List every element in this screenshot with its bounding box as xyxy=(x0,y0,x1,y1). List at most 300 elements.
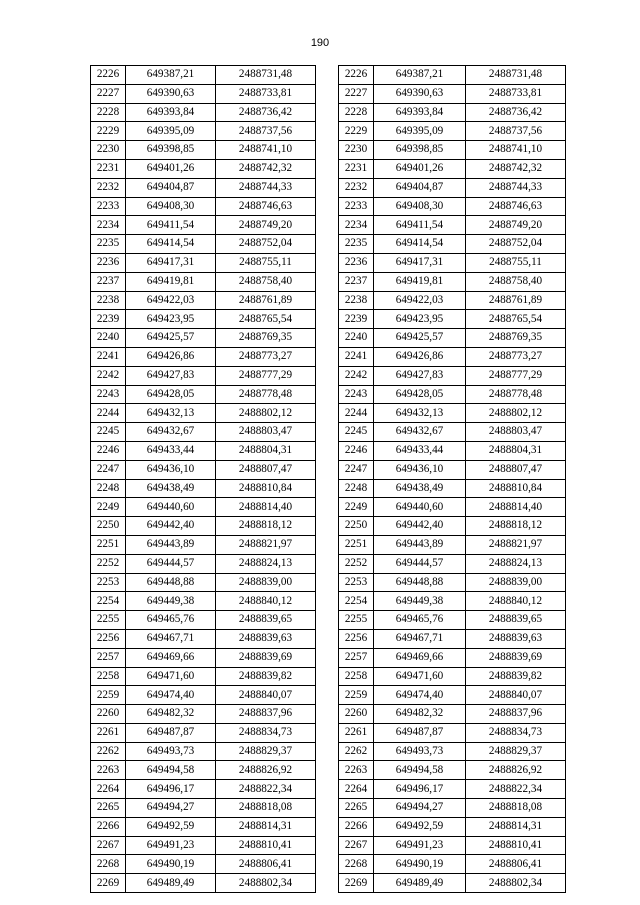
point-number-cell: 2238 xyxy=(91,291,126,310)
point-number-cell: 2239 xyxy=(339,310,374,329)
x-coordinate-cell: 649426,86 xyxy=(374,347,466,366)
table-row xyxy=(91,686,316,705)
table-row xyxy=(91,629,316,648)
table-row xyxy=(91,799,316,818)
point-number-cell: 2241 xyxy=(339,347,374,366)
table-row xyxy=(91,441,316,460)
y-coordinate-cell: 2488839,82 xyxy=(216,667,316,686)
table-row xyxy=(91,66,316,85)
point-number-cell: 2234 xyxy=(339,216,374,235)
x-coordinate-cell: 649425,57 xyxy=(374,329,466,348)
y-coordinate-cell: 2488749,20 xyxy=(216,216,316,235)
point-number-cell: 2247 xyxy=(339,460,374,479)
y-coordinate-cell: 2488810,84 xyxy=(216,479,316,498)
table-row xyxy=(91,347,316,366)
point-number-cell: 2260 xyxy=(339,705,374,724)
y-coordinate-cell: 2488769,35 xyxy=(466,329,566,348)
table-row xyxy=(339,742,566,761)
point-number-cell: 2229 xyxy=(91,122,126,141)
table-row xyxy=(339,84,566,103)
y-coordinate-cell: 2488758,40 xyxy=(216,272,316,291)
table-row xyxy=(339,799,566,818)
table-row xyxy=(339,103,566,122)
point-number-cell: 2232 xyxy=(91,178,126,197)
y-coordinate-cell: 2488749,20 xyxy=(466,216,566,235)
point-number-cell: 2264 xyxy=(339,780,374,799)
y-coordinate-cell: 2488731,48 xyxy=(466,66,566,85)
table-row xyxy=(91,141,316,160)
table-row xyxy=(91,836,316,855)
y-coordinate-cell: 2488736,42 xyxy=(216,103,316,122)
x-coordinate-cell: 649393,84 xyxy=(374,103,466,122)
point-number-cell: 2255 xyxy=(91,611,126,630)
table-row xyxy=(91,122,316,141)
point-number-cell: 2237 xyxy=(91,272,126,291)
table-row xyxy=(91,197,316,216)
y-coordinate-cell: 2488837,96 xyxy=(216,705,316,724)
x-coordinate-cell: 649438,49 xyxy=(374,479,466,498)
point-number-cell: 2255 xyxy=(339,611,374,630)
y-coordinate-cell: 2488742,32 xyxy=(216,159,316,178)
y-coordinate-cell: 2488804,31 xyxy=(216,441,316,460)
table-row xyxy=(91,723,316,742)
y-coordinate-cell: 2488736,42 xyxy=(466,103,566,122)
y-coordinate-cell: 2488773,27 xyxy=(466,347,566,366)
table-row xyxy=(339,159,566,178)
table-row xyxy=(91,366,316,385)
table-row xyxy=(339,705,566,724)
y-coordinate-cell: 2488807,47 xyxy=(216,460,316,479)
table-row xyxy=(339,517,566,536)
point-number-cell: 2267 xyxy=(339,836,374,855)
point-number-cell: 2230 xyxy=(339,141,374,160)
x-coordinate-cell: 649436,10 xyxy=(374,460,466,479)
point-number-cell: 2261 xyxy=(91,723,126,742)
table-row xyxy=(91,874,316,893)
table-row xyxy=(339,310,566,329)
point-number-cell: 2254 xyxy=(91,592,126,611)
table-row xyxy=(91,272,316,291)
point-number-cell: 2263 xyxy=(91,761,126,780)
point-number-cell: 2236 xyxy=(91,253,126,272)
y-coordinate-cell: 2488746,63 xyxy=(466,197,566,216)
y-coordinate-cell: 2488742,32 xyxy=(466,159,566,178)
y-coordinate-cell: 2488752,04 xyxy=(466,235,566,254)
point-number-cell: 2252 xyxy=(91,554,126,573)
y-coordinate-cell: 2488829,37 xyxy=(216,742,316,761)
x-coordinate-cell: 649387,21 xyxy=(126,66,216,85)
y-coordinate-cell: 2488839,65 xyxy=(466,611,566,630)
table-row xyxy=(339,329,566,348)
point-number-cell: 2234 xyxy=(91,216,126,235)
x-coordinate-cell: 649490,19 xyxy=(374,855,466,874)
table-row xyxy=(339,817,566,836)
table-row xyxy=(91,103,316,122)
table-row xyxy=(339,723,566,742)
point-number-cell: 2268 xyxy=(91,855,126,874)
x-coordinate-cell: 649395,09 xyxy=(374,122,466,141)
y-coordinate-cell: 2488822,34 xyxy=(466,780,566,799)
x-coordinate-cell: 649411,54 xyxy=(126,216,216,235)
x-coordinate-cell: 649492,59 xyxy=(374,817,466,836)
y-coordinate-cell: 2488777,29 xyxy=(216,366,316,385)
x-coordinate-cell: 649493,73 xyxy=(126,742,216,761)
point-number-cell: 2235 xyxy=(91,235,126,254)
table-row xyxy=(339,441,566,460)
y-coordinate-cell: 2488802,34 xyxy=(466,874,566,893)
point-number-cell: 2249 xyxy=(339,498,374,517)
point-number-cell: 2247 xyxy=(91,460,126,479)
table-row xyxy=(339,253,566,272)
table-row xyxy=(339,423,566,442)
x-coordinate-cell: 649419,81 xyxy=(374,272,466,291)
x-coordinate-cell: 649442,40 xyxy=(374,517,466,536)
y-coordinate-cell: 2488840,12 xyxy=(216,592,316,611)
point-number-cell: 2233 xyxy=(91,197,126,216)
point-number-cell: 2226 xyxy=(339,66,374,85)
y-coordinate-cell: 2488746,63 xyxy=(216,197,316,216)
table-row xyxy=(339,629,566,648)
point-number-cell: 2253 xyxy=(91,573,126,592)
point-number-cell: 2227 xyxy=(339,84,374,103)
table-row xyxy=(339,479,566,498)
point-number-cell: 2228 xyxy=(91,103,126,122)
point-number-cell: 2240 xyxy=(339,329,374,348)
x-coordinate-cell: 649398,85 xyxy=(126,141,216,160)
x-coordinate-cell: 649422,03 xyxy=(374,291,466,310)
point-number-cell: 2262 xyxy=(339,742,374,761)
x-coordinate-cell: 649471,60 xyxy=(126,667,216,686)
x-coordinate-cell: 649404,87 xyxy=(126,178,216,197)
table-row xyxy=(91,404,316,423)
x-coordinate-cell: 649433,44 xyxy=(374,441,466,460)
x-coordinate-cell: 649432,13 xyxy=(374,404,466,423)
y-coordinate-cell: 2488824,13 xyxy=(216,554,316,573)
x-coordinate-cell: 649395,09 xyxy=(126,122,216,141)
point-number-cell: 2263 xyxy=(339,761,374,780)
point-number-cell: 2244 xyxy=(339,404,374,423)
x-coordinate-cell: 649390,63 xyxy=(374,84,466,103)
x-coordinate-cell: 649490,19 xyxy=(126,855,216,874)
table-row xyxy=(339,404,566,423)
y-coordinate-cell: 2488840,07 xyxy=(466,686,566,705)
y-coordinate-cell: 2488821,97 xyxy=(216,535,316,554)
x-coordinate-cell: 649474,40 xyxy=(374,686,466,705)
table-row xyxy=(339,648,566,667)
table-row xyxy=(91,761,316,780)
x-coordinate-cell: 649465,76 xyxy=(126,611,216,630)
x-coordinate-cell: 649474,40 xyxy=(126,686,216,705)
y-coordinate-cell: 2488765,54 xyxy=(466,310,566,329)
table-row xyxy=(91,855,316,874)
y-coordinate-cell: 2488824,13 xyxy=(466,554,566,573)
point-number-cell: 2233 xyxy=(339,197,374,216)
table-row xyxy=(339,554,566,573)
table-row xyxy=(339,178,566,197)
table-row xyxy=(339,235,566,254)
page-number: 190 xyxy=(310,37,330,49)
point-number-cell: 2251 xyxy=(339,535,374,554)
y-coordinate-cell: 2488765,54 xyxy=(216,310,316,329)
x-coordinate-cell: 649440,60 xyxy=(374,498,466,517)
point-number-cell: 2266 xyxy=(91,817,126,836)
table-row xyxy=(91,498,316,517)
x-coordinate-cell: 649390,63 xyxy=(126,84,216,103)
y-coordinate-cell: 2488839,00 xyxy=(466,573,566,592)
y-coordinate-cell: 2488818,08 xyxy=(466,799,566,818)
y-coordinate-cell: 2488834,73 xyxy=(216,723,316,742)
table-row xyxy=(339,535,566,554)
table-row xyxy=(91,817,316,836)
table-row xyxy=(339,460,566,479)
point-number-cell: 2260 xyxy=(91,705,126,724)
y-coordinate-cell: 2488761,89 xyxy=(466,291,566,310)
y-coordinate-cell: 2488810,84 xyxy=(466,479,566,498)
x-coordinate-cell: 649393,84 xyxy=(126,103,216,122)
x-coordinate-cell: 649401,26 xyxy=(126,159,216,178)
y-coordinate-cell: 2488840,07 xyxy=(216,686,316,705)
x-coordinate-cell: 649414,54 xyxy=(374,235,466,254)
y-coordinate-cell: 2488839,82 xyxy=(466,667,566,686)
table-row xyxy=(91,554,316,573)
x-coordinate-cell: 649426,86 xyxy=(126,347,216,366)
point-number-cell: 2245 xyxy=(91,423,126,442)
coordinates-table-right xyxy=(338,65,566,893)
x-coordinate-cell: 649428,05 xyxy=(126,385,216,404)
point-number-cell: 2256 xyxy=(91,629,126,648)
y-coordinate-cell: 2488737,56 xyxy=(216,122,316,141)
x-coordinate-cell: 649442,40 xyxy=(126,517,216,536)
y-coordinate-cell: 2488821,97 xyxy=(466,535,566,554)
x-coordinate-cell: 649401,26 xyxy=(374,159,466,178)
table-row xyxy=(339,141,566,160)
x-coordinate-cell: 649425,57 xyxy=(126,329,216,348)
x-coordinate-cell: 649489,49 xyxy=(374,874,466,893)
x-coordinate-cell: 649404,87 xyxy=(374,178,466,197)
x-coordinate-cell: 649489,49 xyxy=(126,874,216,893)
point-number-cell: 2231 xyxy=(339,159,374,178)
x-coordinate-cell: 649493,73 xyxy=(374,742,466,761)
table-row xyxy=(91,385,316,404)
point-number-cell: 2269 xyxy=(91,874,126,893)
point-number-cell: 2248 xyxy=(91,479,126,498)
point-number-cell: 2245 xyxy=(339,423,374,442)
table-row xyxy=(91,84,316,103)
y-coordinate-cell: 2488803,47 xyxy=(216,423,316,442)
x-coordinate-cell: 649492,59 xyxy=(126,817,216,836)
table-row xyxy=(91,667,316,686)
x-coordinate-cell: 649491,23 xyxy=(374,836,466,855)
x-coordinate-cell: 649491,23 xyxy=(126,836,216,855)
x-coordinate-cell: 649482,32 xyxy=(374,705,466,724)
point-number-cell: 2253 xyxy=(339,573,374,592)
point-number-cell: 2249 xyxy=(91,498,126,517)
table-row xyxy=(339,498,566,517)
point-number-cell: 2226 xyxy=(91,66,126,85)
y-coordinate-cell: 2488761,89 xyxy=(216,291,316,310)
point-number-cell: 2240 xyxy=(91,329,126,348)
x-coordinate-cell: 649467,71 xyxy=(126,629,216,648)
point-number-cell: 2250 xyxy=(91,517,126,536)
x-coordinate-cell: 649487,87 xyxy=(374,723,466,742)
x-coordinate-cell: 649423,95 xyxy=(126,310,216,329)
point-number-cell: 2269 xyxy=(339,874,374,893)
table-row xyxy=(339,686,566,705)
x-coordinate-cell: 649417,31 xyxy=(126,253,216,272)
x-coordinate-cell: 649398,85 xyxy=(374,141,466,160)
y-coordinate-cell: 2488814,40 xyxy=(216,498,316,517)
y-coordinate-cell: 2488804,31 xyxy=(466,441,566,460)
point-number-cell: 2231 xyxy=(91,159,126,178)
table-row xyxy=(339,836,566,855)
y-coordinate-cell: 2488773,27 xyxy=(216,347,316,366)
table-row xyxy=(91,479,316,498)
x-coordinate-cell: 649432,67 xyxy=(126,423,216,442)
point-number-cell: 2229 xyxy=(339,122,374,141)
x-coordinate-cell: 649494,27 xyxy=(374,799,466,818)
x-coordinate-cell: 649440,60 xyxy=(126,498,216,517)
point-number-cell: 2265 xyxy=(339,799,374,818)
table-row xyxy=(339,761,566,780)
y-coordinate-cell: 2488806,41 xyxy=(216,855,316,874)
y-coordinate-cell: 2488829,37 xyxy=(466,742,566,761)
y-coordinate-cell: 2488733,81 xyxy=(466,84,566,103)
x-coordinate-cell: 649465,76 xyxy=(374,611,466,630)
y-coordinate-cell: 2488803,47 xyxy=(466,423,566,442)
x-coordinate-cell: 649496,17 xyxy=(126,780,216,799)
x-coordinate-cell: 649487,87 xyxy=(126,723,216,742)
table-row xyxy=(91,742,316,761)
x-coordinate-cell: 649408,30 xyxy=(374,197,466,216)
point-number-cell: 2268 xyxy=(339,855,374,874)
table-row xyxy=(91,535,316,554)
x-coordinate-cell: 649427,83 xyxy=(126,366,216,385)
table-row xyxy=(339,197,566,216)
y-coordinate-cell: 2488741,10 xyxy=(216,141,316,160)
x-coordinate-cell: 649443,89 xyxy=(374,535,466,554)
point-number-cell: 2265 xyxy=(91,799,126,818)
y-coordinate-cell: 2488818,12 xyxy=(216,517,316,536)
y-coordinate-cell: 2488837,96 xyxy=(466,705,566,724)
point-number-cell: 2235 xyxy=(339,235,374,254)
table-body-left xyxy=(91,66,316,893)
x-coordinate-cell: 649469,66 xyxy=(374,648,466,667)
x-coordinate-cell: 649448,88 xyxy=(126,573,216,592)
y-coordinate-cell: 2488755,11 xyxy=(216,253,316,272)
point-number-cell: 2243 xyxy=(91,385,126,404)
x-coordinate-cell: 649443,89 xyxy=(126,535,216,554)
table-row xyxy=(91,235,316,254)
point-number-cell: 2239 xyxy=(91,310,126,329)
x-coordinate-cell: 649411,54 xyxy=(374,216,466,235)
x-coordinate-cell: 649494,27 xyxy=(126,799,216,818)
table-row xyxy=(339,573,566,592)
point-number-cell: 2243 xyxy=(339,385,374,404)
x-coordinate-cell: 649467,71 xyxy=(374,629,466,648)
x-coordinate-cell: 649496,17 xyxy=(374,780,466,799)
y-coordinate-cell: 2488839,00 xyxy=(216,573,316,592)
y-coordinate-cell: 2488839,63 xyxy=(466,629,566,648)
table-row xyxy=(339,122,566,141)
x-coordinate-cell: 649471,60 xyxy=(374,667,466,686)
point-number-cell: 2257 xyxy=(91,648,126,667)
x-coordinate-cell: 649444,57 xyxy=(126,554,216,573)
x-coordinate-cell: 649419,81 xyxy=(126,272,216,291)
x-coordinate-cell: 649417,31 xyxy=(374,253,466,272)
point-number-cell: 2266 xyxy=(339,817,374,836)
point-number-cell: 2259 xyxy=(339,686,374,705)
y-coordinate-cell: 2488802,12 xyxy=(216,404,316,423)
point-number-cell: 2236 xyxy=(339,253,374,272)
point-number-cell: 2264 xyxy=(91,780,126,799)
x-coordinate-cell: 649494,58 xyxy=(126,761,216,780)
y-coordinate-cell: 2488814,40 xyxy=(466,498,566,517)
y-coordinate-cell: 2488810,41 xyxy=(216,836,316,855)
x-coordinate-cell: 649449,38 xyxy=(374,592,466,611)
point-number-cell: 2267 xyxy=(91,836,126,855)
y-coordinate-cell: 2488744,33 xyxy=(216,178,316,197)
table-row xyxy=(339,855,566,874)
table-row xyxy=(91,253,316,272)
table-row xyxy=(339,291,566,310)
y-coordinate-cell: 2488733,81 xyxy=(216,84,316,103)
point-number-cell: 2244 xyxy=(91,404,126,423)
table-row xyxy=(339,874,566,893)
table-row xyxy=(91,329,316,348)
point-number-cell: 2246 xyxy=(339,441,374,460)
y-coordinate-cell: 2488818,12 xyxy=(466,517,566,536)
table-row xyxy=(91,517,316,536)
y-coordinate-cell: 2488755,11 xyxy=(466,253,566,272)
table-row xyxy=(91,159,316,178)
point-number-cell: 2252 xyxy=(339,554,374,573)
y-coordinate-cell: 2488826,92 xyxy=(466,761,566,780)
point-number-cell: 2256 xyxy=(339,629,374,648)
y-coordinate-cell: 2488737,56 xyxy=(466,122,566,141)
y-coordinate-cell: 2488777,29 xyxy=(466,366,566,385)
table-row xyxy=(91,291,316,310)
x-coordinate-cell: 649469,66 xyxy=(126,648,216,667)
y-coordinate-cell: 2488814,31 xyxy=(216,817,316,836)
y-coordinate-cell: 2488778,48 xyxy=(466,385,566,404)
x-coordinate-cell: 649423,95 xyxy=(374,310,466,329)
table-body-right xyxy=(339,66,566,893)
point-number-cell: 2242 xyxy=(339,366,374,385)
point-number-cell: 2246 xyxy=(91,441,126,460)
table-row xyxy=(339,592,566,611)
x-coordinate-cell: 649408,30 xyxy=(126,197,216,216)
point-number-cell: 2250 xyxy=(339,517,374,536)
table-row xyxy=(339,366,566,385)
point-number-cell: 2257 xyxy=(339,648,374,667)
y-coordinate-cell: 2488769,35 xyxy=(216,329,316,348)
y-coordinate-cell: 2488731,48 xyxy=(216,66,316,85)
point-number-cell: 2254 xyxy=(339,592,374,611)
point-number-cell: 2262 xyxy=(91,742,126,761)
table-row xyxy=(91,423,316,442)
point-number-cell: 2232 xyxy=(339,178,374,197)
x-coordinate-cell: 649436,10 xyxy=(126,460,216,479)
y-coordinate-cell: 2488741,10 xyxy=(466,141,566,160)
y-coordinate-cell: 2488822,34 xyxy=(216,780,316,799)
point-number-cell: 2238 xyxy=(339,291,374,310)
point-number-cell: 2258 xyxy=(339,667,374,686)
table-row xyxy=(339,347,566,366)
x-coordinate-cell: 649427,83 xyxy=(374,366,466,385)
y-coordinate-cell: 2488744,33 xyxy=(466,178,566,197)
table-row xyxy=(91,573,316,592)
table-row xyxy=(91,780,316,799)
